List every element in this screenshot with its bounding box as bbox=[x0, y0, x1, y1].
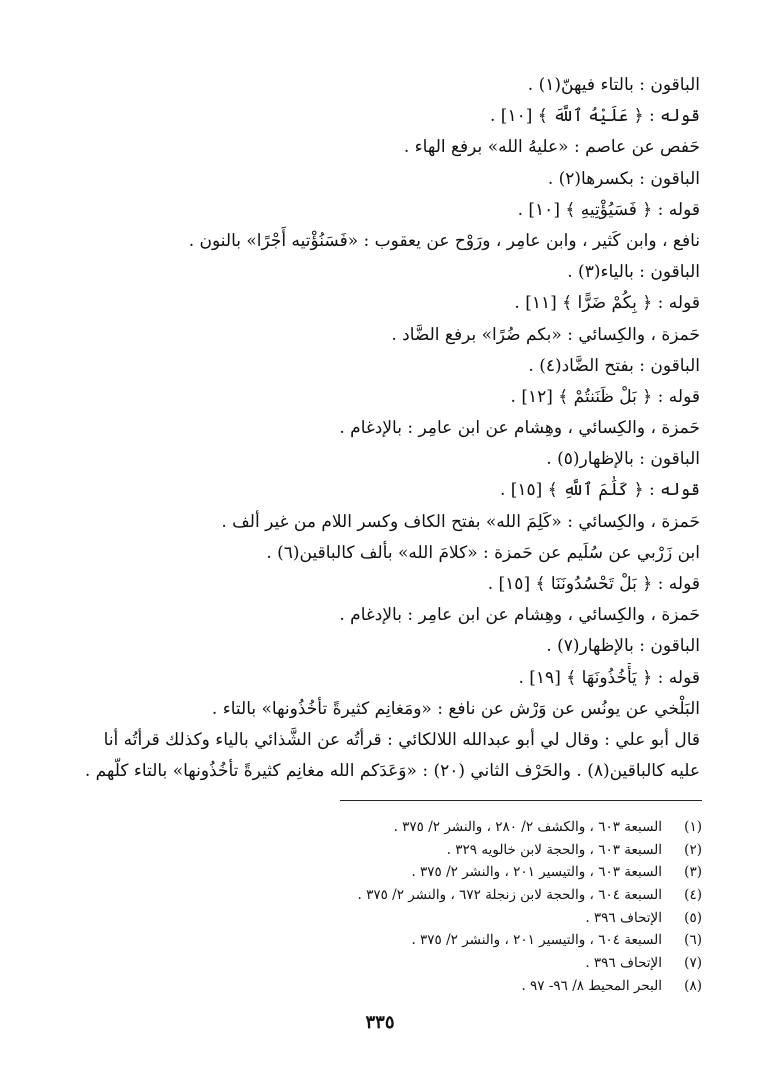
text-line: الباقون : بالتاء فيهنّ(١) . bbox=[527, 75, 700, 95]
footnote bbox=[60, 816, 702, 839]
page-number: ٣٣٥ bbox=[365, 1012, 395, 1033]
text-line: قوله : ﴿ عَلَيْهُ ٱللَّهَ ﴾ [١٠] . bbox=[490, 106, 700, 127]
footnote-text: السبعة ٦٠٣ ، والحجة لابن خالويه ٣٢٩ . bbox=[446, 841, 662, 858]
footnote-text: السبعة ٦٠٣ ، والتيسير ٢٠١ ، والنشر ٢/ ٣٧٥ . bbox=[411, 864, 662, 881]
text-line: الباقون : بالإظهار(٧) . bbox=[546, 636, 700, 657]
text-line: ابن زَرْبي عن سُلَيم عن حَمزة : «كلامَ الله» بألف كالباقين(٦) . bbox=[266, 542, 700, 563]
footnote-text: البحر المحيط ٨/ ٩٦- ٩٧ . bbox=[521, 977, 662, 994]
text-line: عليه كالباقين(٨) . والحَرْف الثاني (٢٠) : «وَعَدَكم الله مغانِم كثيرةً تأخُذُونها» بالتاء كلّهم . bbox=[84, 761, 700, 782]
footnote-number: (٣) bbox=[684, 864, 702, 881]
footnote bbox=[60, 929, 702, 952]
footnote-divider bbox=[340, 800, 702, 801]
text-line: حَمزة ، والكِسائي ، وهِشام عن ابن عامِر : بالإدغام . bbox=[339, 605, 700, 626]
text-line: حَمزة ، والكِسائي : «بكم ضُرًا» برفع الضَّاد . bbox=[391, 324, 700, 345]
footnote-text: الإتحاف ٣٩٦ . bbox=[585, 955, 662, 972]
footnote bbox=[60, 907, 702, 930]
text-line: قوله : ﴿ فَسَيُؤْتِيهِ ﴾ [١٠] . bbox=[517, 199, 700, 220]
text-line: نافع ، وابن كَثير ، وابن عامِر ، ورَوْح عن يعقوب : «فَسَنُؤْتيه أَجْرًا» بالنون . bbox=[188, 230, 700, 251]
footnote bbox=[60, 975, 702, 998]
footnote-number: (٧) bbox=[684, 955, 702, 972]
text-line: قوله : ﴿ يَأْخُذُونَهَا ﴾ [١٩] . bbox=[518, 667, 700, 688]
footnote bbox=[60, 884, 702, 907]
main-text bbox=[60, 70, 700, 787]
text-line: قوله : ﴿ بَلْ ظَنَنتُمْ ﴾ [١٢] . bbox=[510, 386, 700, 407]
text-line: قوله : ﴿ كَلَٰمَ ٱللَّهِ ﴾ [١٥] . bbox=[499, 480, 700, 501]
footnote-number: (٥) bbox=[684, 909, 702, 926]
footnote bbox=[60, 952, 702, 975]
footnote-number: (٢) bbox=[684, 841, 702, 858]
text-line: البَلْخي عن يونُس عن وَرْش عن نافع : «ومَغانِم كثيرةً تأخُذُونها» بالتاء . bbox=[211, 698, 700, 719]
text-line: قوله : ﴿ بَلْ تَحْسُدُونَنَا ﴾ [١٥] . bbox=[487, 574, 700, 594]
footnote bbox=[60, 861, 702, 884]
footnote-text: السبعة ٦٠٣ ، والكشف ٢/ ٢٨٠ ، والنشر ٢/ ٣٧٥ . bbox=[393, 819, 662, 835]
text-line: حَمزة ، والكِسائي ، وهِشام عن ابن عامِر : بالإدغام . bbox=[339, 418, 700, 439]
footnote-number: (١) bbox=[684, 819, 702, 835]
text-line: قال أبو علي : وقال لي أبو عبدالله اللالكائي : قرأتُه عن الشَّذائي بالياء وكذلك قرأتُه أنا bbox=[103, 729, 700, 750]
text-line: قوله : ﴿ بِكُمْ ضَرًّا ﴾ [١١] . bbox=[514, 293, 700, 314]
text-line: الباقون : بفتح الضَّاد(٤) . bbox=[528, 355, 700, 376]
text-line: حَفص عن عاصم : «عليهُ الله» برفع الهاء . bbox=[403, 137, 700, 158]
text-line: حَمزة ، والكِسائي : «كَلِمَ الله» بفتح الكاف وكسر اللام من غير ألف . bbox=[221, 511, 700, 532]
footnote bbox=[60, 839, 702, 862]
footnote-text: السبعة ٦٠٤ ، والتيسير ٢٠١ ، والنشر ٢/ ٣٧٥ . bbox=[411, 932, 662, 949]
footnote-number: (٨) bbox=[684, 977, 702, 994]
footnote-text: السبعة ٦٠٤ ، والحجة لابن زنجلة ٦٧٢ ، والنشر ٢/ ٣٧٥ . bbox=[357, 887, 662, 904]
text-line: الباقون : بالإظهار(٥) . bbox=[546, 449, 700, 470]
text-line: الباقون : بالياء(٣) . bbox=[567, 262, 700, 283]
footnote-text: الإتحاف ٣٩٦ . bbox=[585, 909, 662, 926]
text-line: الباقون : بكسرها(٢) . bbox=[547, 168, 700, 189]
footnote-number: (٤) bbox=[684, 887, 702, 904]
footnote-number: (٦) bbox=[684, 932, 702, 949]
footnotes bbox=[60, 816, 702, 998]
